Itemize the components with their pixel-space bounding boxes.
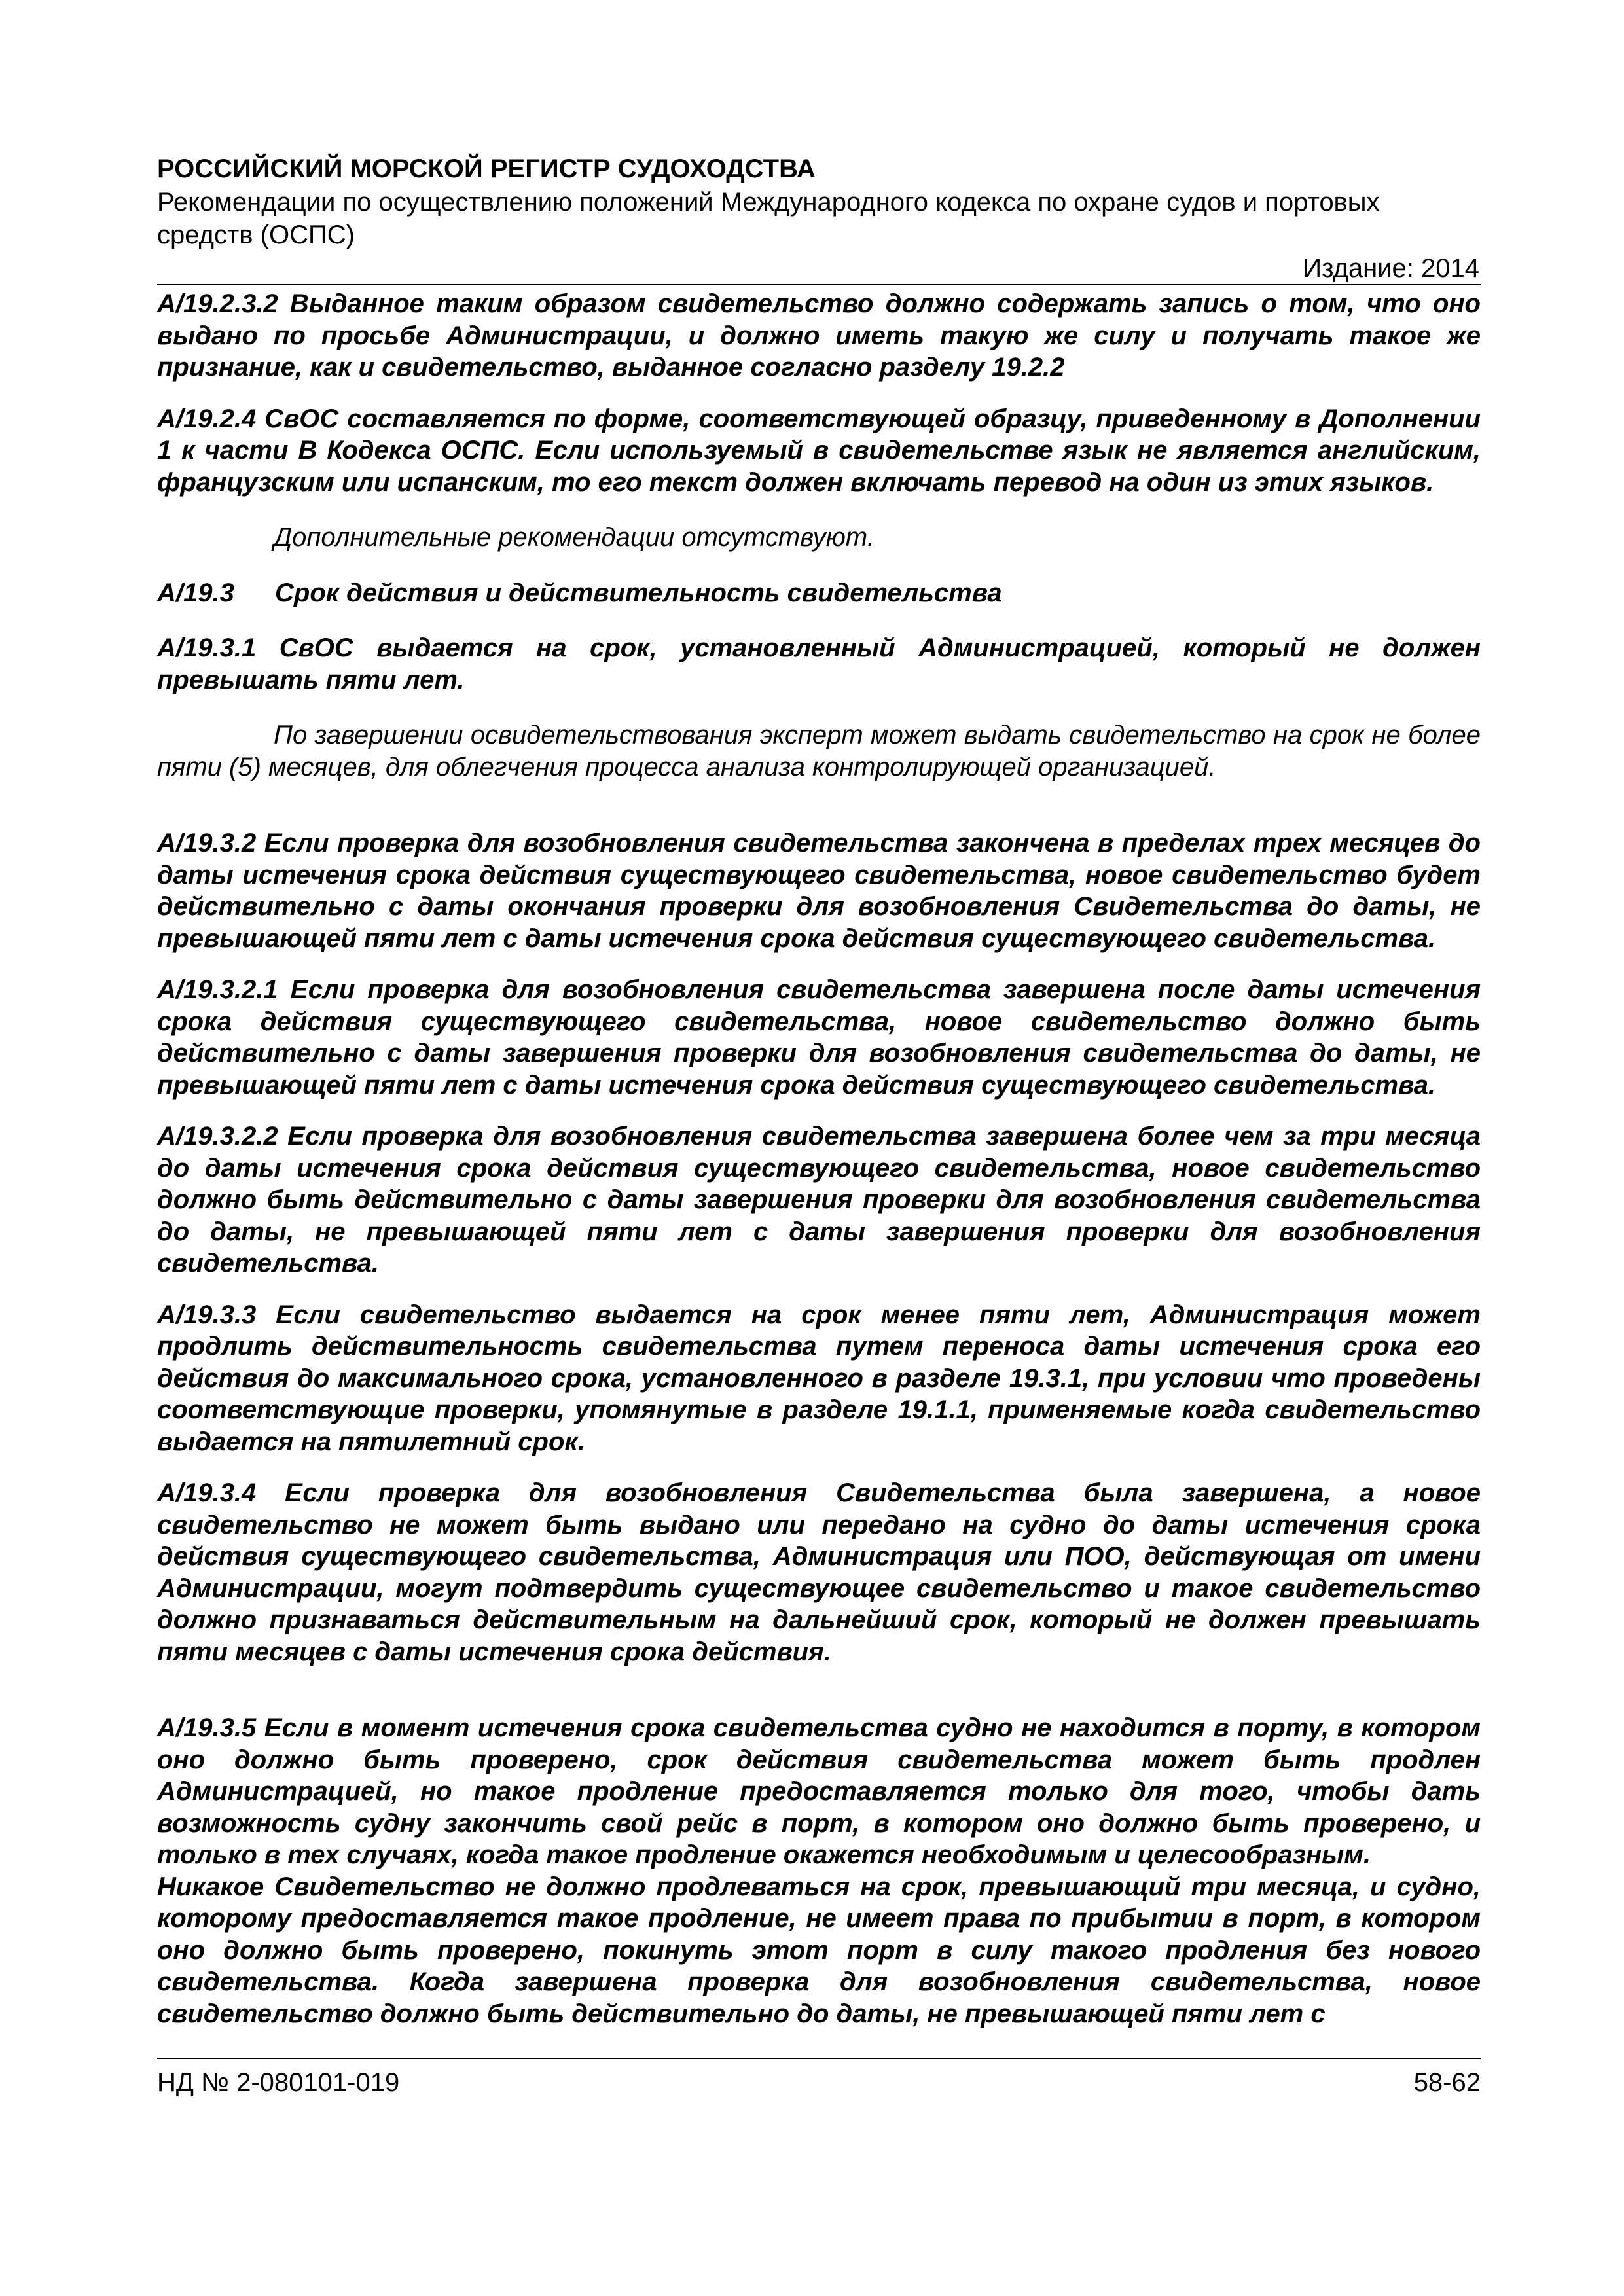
section-heading-19-3 <box>157 577 1481 609</box>
edition-label: Издание: 2014 <box>1303 254 1479 283</box>
document-number: НД № 2-080101-019 <box>157 2068 400 2097</box>
paragraph-19-3-4: А/19.3.4 Если проверка для возобновления Свидетельства была завершена, а новое свидетельство не может быть выдано или передано на судно до даты истечения срока действия существующего свидетельства, Администрация или ПОО, действующая от имени Администрации, могут подтвердить существующее свидетельство и такое свидетельство должно признаваться действительным на дальнейший срок, который не должен превышать пяти месяцев с даты истечения срока действия. <box>157 1479 1481 1666</box>
paragraph-surveyor-note: По завершении освидетельствования эксперт может выдать свидетельство на срок не более пяти (5) месяцев, для облегчения процесса анализа контролирующей организацией. <box>157 721 1481 781</box>
paragraph-19-3-3: А/19.3.3 Если свидетельство выдается на срок менее пяти лет, Администрация может продлить действительность свидетельства путем переноса даты истечения срока его действия до максимального срока, установленного в разделе 19.3.1, при условии что проведены соответствующие проверки, упомянутые в разделе 19.1.1, применяемые когда свидетельство выдается на пятилетний срок. <box>157 1300 1481 1456</box>
paragraph-19-3-5: А/19.3.5 Если в момент истечения срока свидетельства судно не находится в порту, в котором оно должно быть проверено, срок действия свидетельства может быть продлен Администрацией, но такое продление предоставляется только для того, чтобы дать возможность судну закончить свой рейс в порт, в котором оно должно быть проверено, и только в тех случаях, когда такое продление окажется необходимым и целесообразным. <box>157 1713 1481 1869</box>
document-title: Рекомендации по осуществлению положений Международного кодекса по охране судов и портовых средств (ОСПС) <box>157 188 1380 249</box>
paragraph-19-3-2-2: А/19.3.2.2 Если проверка для возобновления свидетельства завершена более чем за три месяца до даты истечения срока действия существующего свидетельства, новое свидетельство должно быть действительно с даты завершения проверки для возобновления свидетельства до даты, не превышающей пяти лет с даты завершения проверки для возобновления свидетельства. <box>157 1122 1481 1278</box>
paragraph-19-3-1: А/19.3.1 СвОС выдается на срок, установленный Администрацией, который не должен превышать пяти лет. <box>157 634 1481 694</box>
page-header <box>157 152 1479 285</box>
paragraph-19-2-4: А/19.2.4 СвОС составляется по форме, соответствующей образцу, приведенному в Дополнении 1 к части В Кодекса ОСПС. Если используемый в свидетельстве язык не является английским, французским или испанским, то его текст должен включать перевод на один из этих языков. <box>157 404 1481 497</box>
paragraph-19-3-2-1: А/19.3.2.1 Если проверка для возобновления свидетельства завершена после даты истечения срока действия существующего свидетельства, новое свидетельство должно быть действительно с даты завершения проверки для возобновления свидетельства до даты, не превышающей пяти лет с даты истечения срока действия существующего свидетельства. <box>157 975 1481 1100</box>
section-title: Срок действия и действительность свидетельства <box>275 578 1002 607</box>
organization-name: РОССИЙСКИЙ МОРСКОЙ РЕГИСТР СУДОХОДСТВА <box>157 154 816 183</box>
paragraph-extension-limit: Никакое Свидетельство не должно продлеваться на срок, превышающий три месяца, и судно, которому предоставляется такое продление, не имеет права по прибытии в порт, в котором оно должно быть проверено, покинуть этот порт в силу такого продления без нового свидетельства. Когда завершена проверка для возобновления свидетельства, новое свидетельство должно быть действительно до даты, не превышающей пяти лет с <box>157 1872 1481 2028</box>
page-number: 58-62 <box>1413 2068 1481 2097</box>
page-body <box>157 288 1481 2030</box>
section-number: А/19.3 <box>157 578 234 607</box>
paragraph-no-recommendations: Дополнительные рекомендации отсутствуют. <box>274 523 875 552</box>
header-divider <box>157 284 1481 285</box>
paragraph-19-2-3-2: А/19.2.3.2 Выданное таким образом свидетельство должно содержать запись о том, что оно выдано по просьбе Администрации, и должно иметь такую же силу и получать такое же признание, как и свидетельство, выданное согласно разделу 19.2.2 <box>157 289 1481 382</box>
paragraph-19-3-2: А/19.3.2 Если проверка для возобновления свидетельства закончена в пределах трех месяцев до даты истечения срока действия существующего свидетельства, новое свидетельство будет действительно с даты окончания проверки для возобновления Свидетельства до даты, не превышающей пяти лет с даты истечения срока действия существующего свидетельства. <box>157 829 1481 953</box>
footer-divider <box>157 2058 1481 2059</box>
